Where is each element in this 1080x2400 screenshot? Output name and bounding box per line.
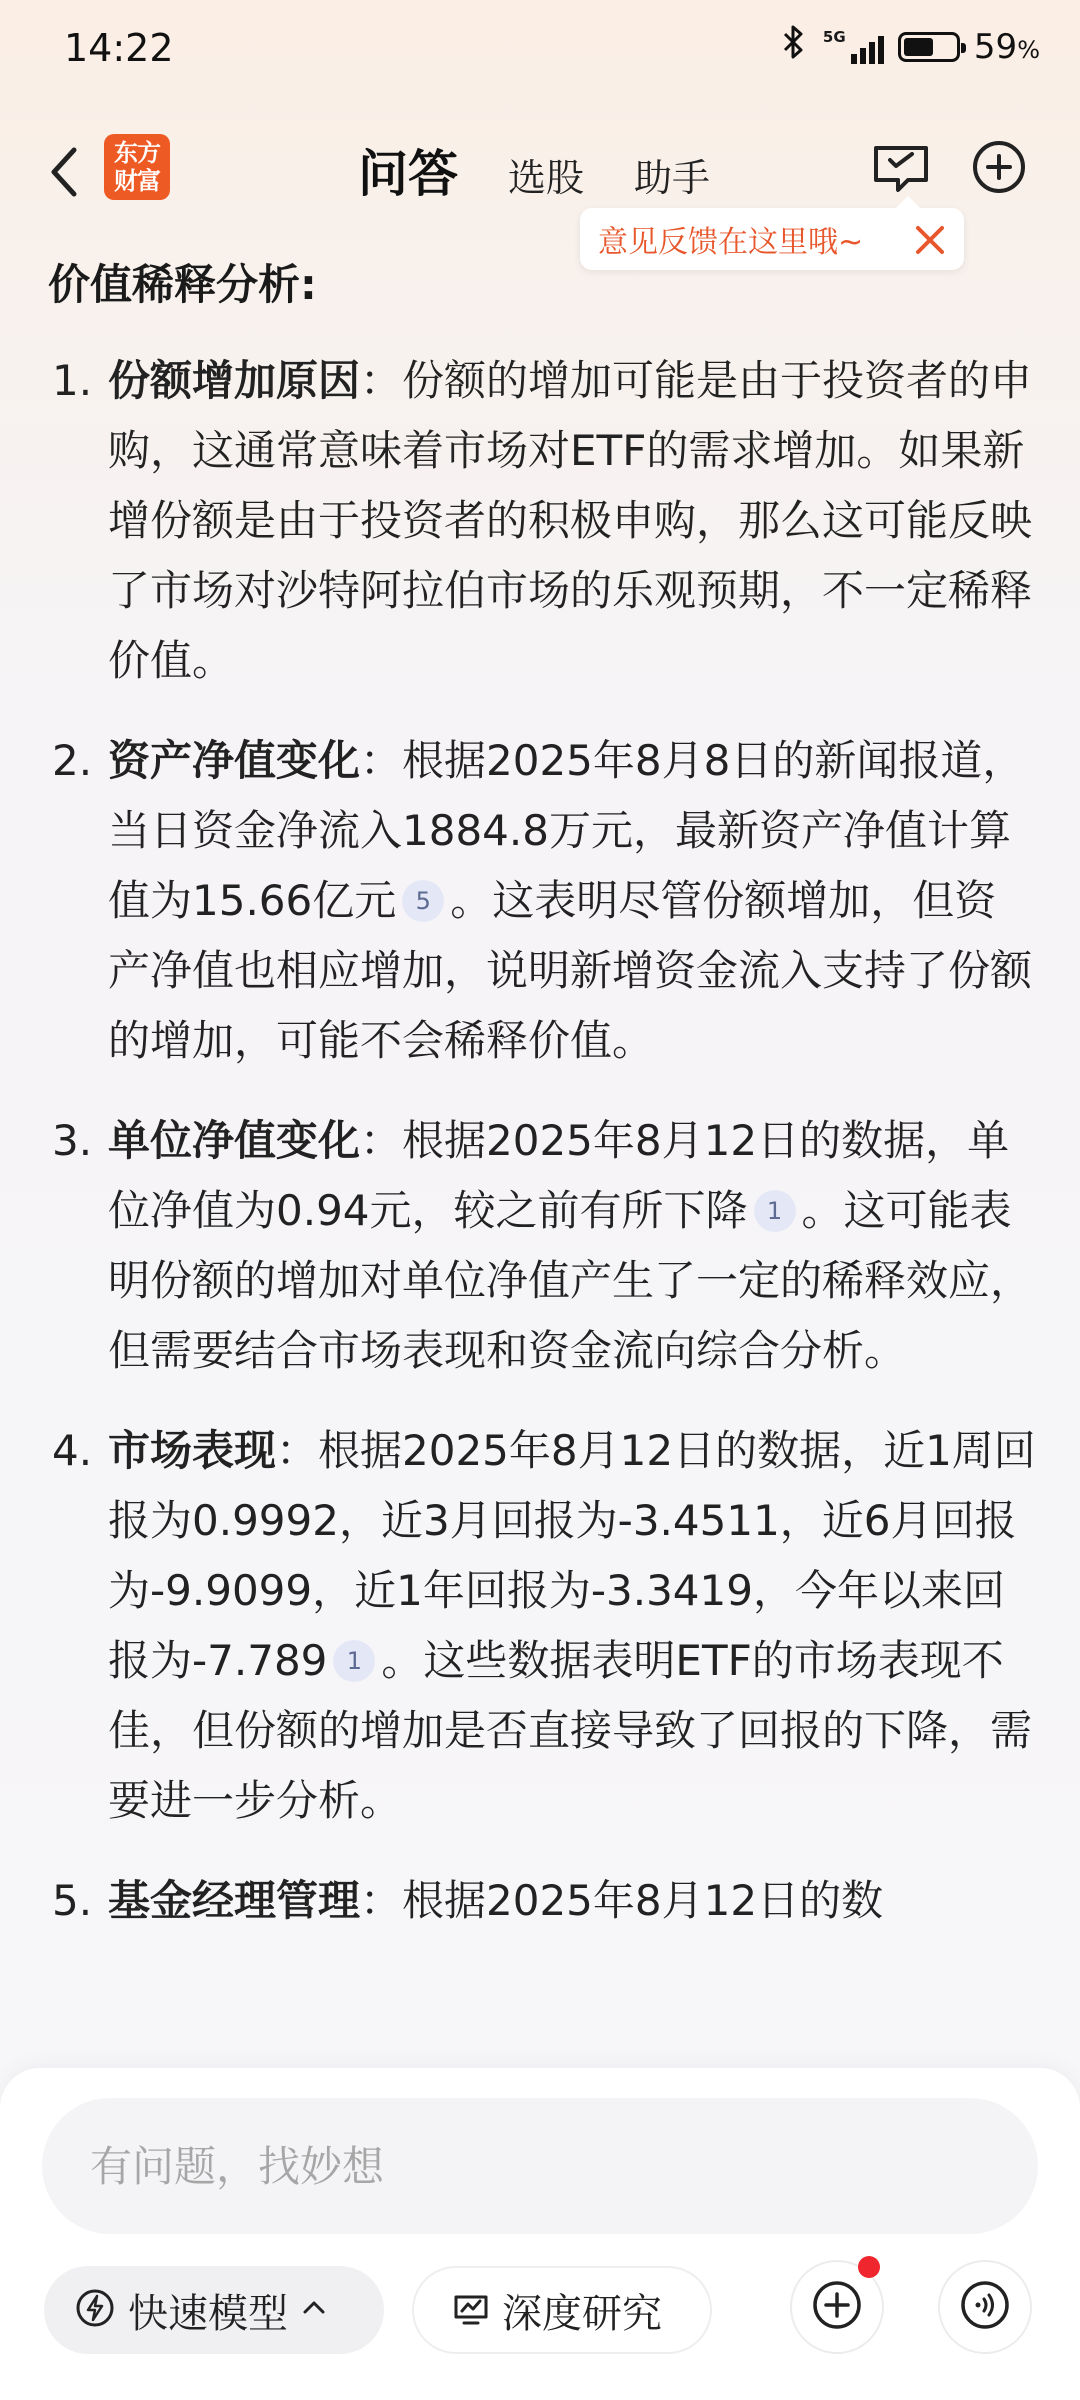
list-item: 5. 基金经理管理：根据2025年8月12日的数: [52, 1876, 884, 1925]
deep-research-label: 深度研究: [502, 2290, 662, 2337]
item-title: 资产净值变化: [108, 736, 361, 785]
tooltip-text: 意见反馈在这里哦~: [598, 225, 864, 260]
tab-qa[interactable]: 问答: [358, 145, 458, 203]
list-item: 3. 单位净值变化：根据2025年8月12日的数据，单位净值为0.94元，较之前有所下降 1 。这可能表明份额的增加对单位净值产生了一定的稀释效应，但需要结合市场表现和资金流向综合分析。: [52, 1116, 1033, 1375]
bluetooth-icon: [779, 24, 809, 69]
tab-assistant[interactable]: 助手: [634, 156, 711, 200]
citation-badge[interactable]: 1: [333, 1640, 375, 1682]
model-selector-button[interactable]: [44, 2266, 384, 2354]
question-input-box[interactable]: [42, 2098, 1038, 2234]
research-icon: [450, 2287, 492, 2333]
deep-research-button[interactable]: [412, 2266, 712, 2354]
model-label: 快速模型: [128, 2290, 288, 2337]
citation-badge[interactable]: 1: [754, 1190, 796, 1232]
network-type: 5G: [822, 27, 846, 46]
voice-icon: [958, 2278, 1012, 2336]
back-icon[interactable]: [44, 142, 92, 202]
item-text: ：根据2025年8月12日的数据，近1周回报为0.9992，近3月回报为-3.4511，近6月回报为-9.9099，近1年回报为-3.3419，今年以来回报为-7.789: [108, 1426, 1036, 1685]
list-item: 4. 市场表现：根据2025年8月12日的数据，近1周回报为0.9992，近3月回报为-3.4511，近6月回报为-9.9099，近1年回报为-3.3419，今年以来回报为-7.789 1 。这些数据表明ETF的市场表现不佳，但份额的增加是否直接导致了回报的下降，需要进一步分析。: [52, 1426, 1036, 1825]
plus-button[interactable]: [790, 2260, 884, 2354]
composer-panel: [0, 2068, 1080, 2400]
item-text: ：根据2025年8月12日的数: [360, 1876, 884, 1925]
feedback-icon[interactable]: [868, 134, 934, 200]
list-item: 1. 份额增加原因：份额的增加可能是由于投资者的申购，这通常意味着市场对ETF的需求增加。如果新增份额是由于投资者的积极申购，那么这可能反映了市场对沙特阿拉伯市场的乐观预期，不一定稀释价值。: [52, 356, 1033, 685]
item-title: 单位净值变化: [108, 1116, 361, 1165]
lightning-icon: [74, 2287, 116, 2333]
item-text: 。这可能表明份额的增加对单位净值产生了一定的稀释效应，但需要结合市场表现和资金流向综合分析。: [108, 1186, 1033, 1375]
citation-badge[interactable]: 5: [402, 880, 444, 922]
status-time: 14:22: [64, 26, 174, 70]
voice-button[interactable]: [938, 2260, 1032, 2354]
nav-tabs: [358, 134, 710, 206]
section-title: 价值稀释分析:: [48, 260, 317, 309]
chevron-up-icon: [300, 2294, 328, 2326]
item-text: 。这些数据表明ETF的市场表现不佳，但份额的增加是否直接导致了回报的下降，需要进一步分析。: [108, 1636, 1033, 1825]
item-text: ：根据2025年8月8日的新闻报道，当日资金净流入1884.8万元，最新资产净值计算值为15.66亿元: [108, 736, 1025, 925]
notification-dot: [858, 2256, 880, 2278]
app-logo: 东方财富: [104, 134, 170, 200]
item-title: 市场表现: [108, 1426, 277, 1475]
answer-content: [48, 248, 1038, 1966]
analysis-list: [48, 346, 1038, 1936]
battery-percent: 59%: [973, 26, 1040, 67]
item-text: ：份额的增加可能是由于投资者的申购，这通常意味着市场对ETF的需求增加。如果新增份额是由于投资者的积极申购，那么这可能反映了市场对沙特阿拉伯市场的乐观预期，不一定稀释价值。: [108, 356, 1033, 685]
item-text: 。这表明尽管份额增加，但资产净值也相应增加，说明新增资金流入支持了份额的增加，可能不会稀释价值。: [108, 876, 1033, 1065]
status-icons: [779, 24, 1040, 69]
battery-icon: [898, 32, 960, 62]
battery-fill: [904, 38, 934, 56]
item-title: 份额增加原因: [108, 356, 361, 405]
tab-stock-picker[interactable]: 选股: [508, 156, 585, 200]
add-chat-icon[interactable]: [966, 134, 1032, 200]
signal-icon: [822, 27, 884, 64]
plus-icon: [810, 2278, 864, 2336]
item-text: ：根据2025年8月12日的数据，单位净值为0.94元，较之前有所下降: [108, 1116, 1010, 1235]
list-item: 2. 资产净值变化：根据2025年8月8日的新闻报道，当日资金净流入1884.8万元，最新资产净值计算值为15.66亿元 5 。这表明尽管份额增加，但资产净值也相应增加，说明新增资金流入支持了份额的增加，可能不会稀释价值。: [52, 736, 1033, 1065]
item-title: 基金经理管理: [108, 1876, 361, 1925]
question-input[interactable]: [90, 2142, 890, 2191]
status-bar: [0, 0, 1080, 96]
